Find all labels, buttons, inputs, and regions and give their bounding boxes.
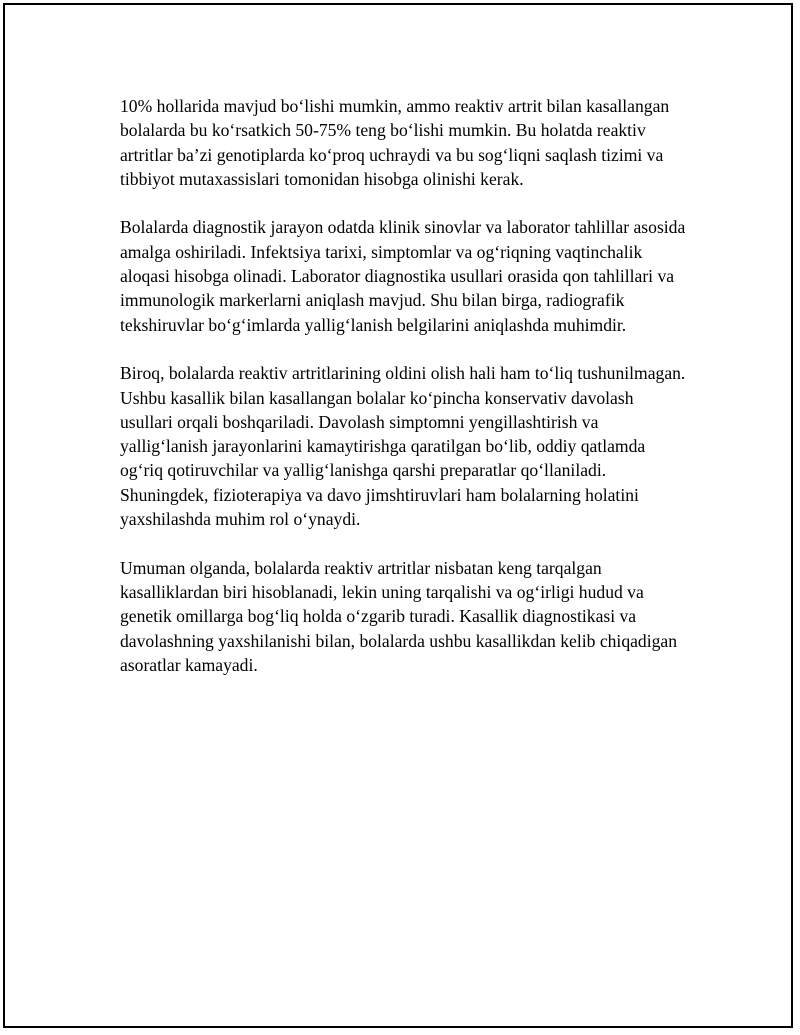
paragraph-2: Bolalarda diagnostik jarayon odatda klinik sinovlar va laborator tahlillar asosida amalga oshiriladi. Infektsiya tarixi, simptomlar va og‘riqning vaqtinchalik aloqasi hisobga olinadi. Laborator diagnostika usullari orasida qon tahlillari va immunologik markerlarni aniqlash mavjud. Shu bilan birga, radiografik tekshiruvlar bo‘g‘imlarda yallig‘lanish belgilarini aniqlashda muhimdir.	[120, 217, 686, 335]
document-body	[120, 94, 690, 701]
paragraph-4: Umuman olganda, bolalarda reaktiv artritlar nisbatan keng tarqalgan kasalliklardan biri hisoblanadi, lekin uning tarqalishi va og‘irligi hudud va genetik omillarga bog‘liq holda o‘zgarib turadi. Kasallik diagnostikasi va davolashning yaxshilanishi bilan, bolalarda ushbu kasallikdan kelib chiqadigan asoratlar kamayadi.	[120, 557, 678, 675]
document-page	[3, 3, 793, 1028]
paragraph-1: 10% hollarida mavjud bo‘lishi mumkin, ammo reaktiv artrit bilan kasallangan bolalarda bu ko‘rsatkich 50-75% teng bo‘lishi mumkin. Bu holatda reaktiv artritlar ba’zi genotiplarda ko‘proq uchraydi va bu sog‘liqni saqlash tizimi va tibbiyot mutaxassislari tomonidan hisobga olinishi kerak.	[120, 96, 670, 189]
paragraph-3: Biroq, bolalarda reaktiv artritlarining oldini olish hali ham to‘liq tushunilmagan. Ushbu kasallik bilan kasallangan bolalar ko‘pincha konservativ davolash usullari orqali boshqariladi. Davolash simptomni yengillashtirish va yallig‘lanish jarayonlarini kamaytirishga qaratilgan bo‘lib, oddiy qatlamda og‘riq qotiruvchilar va yallig‘lanishga qarshi preparatlar qo‘llaniladi. Shuningdek, fizioterapiya va davo jimshtiruvlari ham bolalarning holatini yaxshilashda muhim rol o‘ynaydi.	[120, 363, 686, 530]
